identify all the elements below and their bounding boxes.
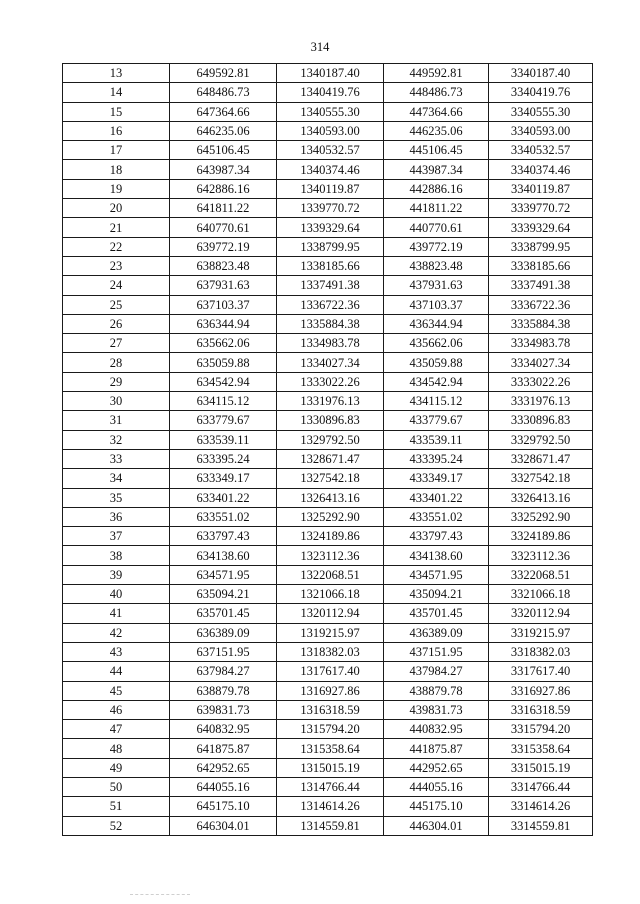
point-number-cell: 41 [63,604,170,623]
x2-coordinate-cell: 437984.27 [384,662,489,681]
x2-coordinate-cell: 435094.21 [384,585,489,604]
y2-coordinate-cell: 3340555.30 [489,102,593,121]
y2-coordinate-cell: 3317617.40 [489,662,593,681]
x-coordinate-cell: 634571.95 [170,565,277,584]
table-row [63,585,593,604]
point-number-cell: 51 [63,797,170,816]
x-coordinate-cell: 634542.94 [170,372,277,391]
x2-coordinate-cell: 441811.22 [384,199,489,218]
y2-coordinate-cell: 3330896.83 [489,411,593,430]
point-number-cell: 24 [63,276,170,295]
x-coordinate-cell: 637103.37 [170,295,277,314]
x-coordinate-cell: 633551.02 [170,507,277,526]
table-row [63,83,593,102]
x-coordinate-cell: 637151.95 [170,642,277,661]
y2-coordinate-cell: 3315358.64 [489,739,593,758]
y-coordinate-cell: 1340593.00 [277,121,384,140]
x2-coordinate-cell: 448486.73 [384,83,489,102]
x2-coordinate-cell: 434542.94 [384,372,489,391]
x-coordinate-cell: 644055.16 [170,777,277,796]
x-coordinate-cell: 636389.09 [170,623,277,642]
y2-coordinate-cell: 3340419.76 [489,83,593,102]
y2-coordinate-cell: 3338799.95 [489,237,593,256]
point-number-cell: 27 [63,334,170,353]
x2-coordinate-cell: 445106.45 [384,141,489,160]
table-row [63,411,593,430]
table-row [63,372,593,391]
point-number-cell: 35 [63,488,170,507]
x-coordinate-cell: 633349.17 [170,469,277,488]
table-row [63,565,593,584]
point-number-cell: 30 [63,392,170,411]
x-coordinate-cell: 633401.22 [170,488,277,507]
y2-coordinate-cell: 3326413.16 [489,488,593,507]
y-coordinate-cell: 1327542.18 [277,469,384,488]
y2-coordinate-cell: 3327542.18 [489,469,593,488]
y2-coordinate-cell: 3339770.72 [489,199,593,218]
x2-coordinate-cell: 433779.67 [384,411,489,430]
y2-coordinate-cell: 3340119.87 [489,179,593,198]
point-number-cell: 48 [63,739,170,758]
table-row [63,353,593,372]
x2-coordinate-cell: 436389.09 [384,623,489,642]
y-coordinate-cell: 1334027.34 [277,353,384,372]
y-coordinate-cell: 1339329.64 [277,218,384,237]
x2-coordinate-cell: 435701.45 [384,604,489,623]
y-coordinate-cell: 1326413.16 [277,488,384,507]
point-number-cell: 39 [63,565,170,584]
x-coordinate-cell: 643987.34 [170,160,277,179]
y-coordinate-cell: 1321066.18 [277,585,384,604]
table-row [63,392,593,411]
table-row [63,777,593,796]
table-row [63,623,593,642]
point-number-cell: 21 [63,218,170,237]
x-coordinate-cell: 633395.24 [170,449,277,468]
x-coordinate-cell: 640770.61 [170,218,277,237]
x2-coordinate-cell: 440770.61 [384,218,489,237]
y2-coordinate-cell: 3316927.86 [489,681,593,700]
x2-coordinate-cell: 437151.95 [384,642,489,661]
y-coordinate-cell: 1340119.87 [277,179,384,198]
point-number-cell: 19 [63,179,170,198]
x-coordinate-cell: 638879.78 [170,681,277,700]
y-coordinate-cell: 1314614.26 [277,797,384,816]
point-number-cell: 52 [63,816,170,835]
table-row [63,546,593,565]
x-coordinate-cell: 640832.95 [170,720,277,739]
y2-coordinate-cell: 3319215.97 [489,623,593,642]
x2-coordinate-cell: 437103.37 [384,295,489,314]
x-coordinate-cell: 648486.73 [170,83,277,102]
y-coordinate-cell: 1339770.72 [277,199,384,218]
x2-coordinate-cell: 446235.06 [384,121,489,140]
table-row [63,507,593,526]
x-coordinate-cell: 633539.11 [170,430,277,449]
y-coordinate-cell: 1340555.30 [277,102,384,121]
y-coordinate-cell: 1315794.20 [277,720,384,739]
y-coordinate-cell: 1331976.13 [277,392,384,411]
y-coordinate-cell: 1337491.38 [277,276,384,295]
point-number-cell: 29 [63,372,170,391]
point-number-cell: 34 [63,469,170,488]
y2-coordinate-cell: 3314559.81 [489,816,593,835]
y2-coordinate-cell: 3333022.26 [489,372,593,391]
x2-coordinate-cell: 438823.48 [384,256,489,275]
x2-coordinate-cell: 433395.24 [384,449,489,468]
scan-artifact-line [130,894,190,896]
point-number-cell: 13 [63,64,170,83]
x-coordinate-cell: 635059.88 [170,353,277,372]
table-row [63,334,593,353]
point-number-cell: 40 [63,585,170,604]
x2-coordinate-cell: 434115.12 [384,392,489,411]
point-number-cell: 42 [63,623,170,642]
x2-coordinate-cell: 442952.65 [384,758,489,777]
y-coordinate-cell: 1336722.36 [277,295,384,314]
x-coordinate-cell: 645106.45 [170,141,277,160]
table-row [63,102,593,121]
x-coordinate-cell: 639831.73 [170,700,277,719]
point-number-cell: 15 [63,102,170,121]
page-number: 314 [310,40,330,54]
y2-coordinate-cell: 3322068.51 [489,565,593,584]
x2-coordinate-cell: 442886.16 [384,179,489,198]
x2-coordinate-cell: 433349.17 [384,469,489,488]
x2-coordinate-cell: 438879.78 [384,681,489,700]
y-coordinate-cell: 1314559.81 [277,816,384,835]
y2-coordinate-cell: 3340532.57 [489,141,593,160]
x2-coordinate-cell: 440832.95 [384,720,489,739]
point-number-cell: 47 [63,720,170,739]
point-number-cell: 33 [63,449,170,468]
table-row [63,739,593,758]
x2-coordinate-cell: 433401.22 [384,488,489,507]
y2-coordinate-cell: 3331976.13 [489,392,593,411]
y-coordinate-cell: 1338185.66 [277,256,384,275]
y-coordinate-cell: 1328671.47 [277,449,384,468]
point-number-cell: 38 [63,546,170,565]
x-coordinate-cell: 642952.65 [170,758,277,777]
point-number-cell: 36 [63,507,170,526]
point-number-cell: 45 [63,681,170,700]
y-coordinate-cell: 1340374.46 [277,160,384,179]
y2-coordinate-cell: 3334983.78 [489,334,593,353]
y-coordinate-cell: 1340532.57 [277,141,384,160]
point-number-cell: 32 [63,430,170,449]
y-coordinate-cell: 1330896.83 [277,411,384,430]
y2-coordinate-cell: 3321066.18 [489,585,593,604]
y2-coordinate-cell: 3328671.47 [489,449,593,468]
table-row [63,681,593,700]
x2-coordinate-cell: 434138.60 [384,546,489,565]
y-coordinate-cell: 1316927.86 [277,681,384,700]
x-coordinate-cell: 646304.01 [170,816,277,835]
y2-coordinate-cell: 3329792.50 [489,430,593,449]
table-row [63,276,593,295]
point-number-cell: 31 [63,411,170,430]
y-coordinate-cell: 1340419.76 [277,83,384,102]
x2-coordinate-cell: 435662.06 [384,334,489,353]
point-number-cell: 37 [63,527,170,546]
x-coordinate-cell: 639772.19 [170,237,277,256]
point-number-cell: 17 [63,141,170,160]
point-number-cell: 44 [63,662,170,681]
table-row [63,488,593,507]
table-row [63,758,593,777]
y2-coordinate-cell: 3339329.64 [489,218,593,237]
x2-coordinate-cell: 443987.34 [384,160,489,179]
point-number-cell: 18 [63,160,170,179]
x-coordinate-cell: 635094.21 [170,585,277,604]
y2-coordinate-cell: 3315015.19 [489,758,593,777]
table-row [63,449,593,468]
x-coordinate-cell: 637931.63 [170,276,277,295]
y-coordinate-cell: 1319215.97 [277,623,384,642]
y2-coordinate-cell: 3340593.00 [489,121,593,140]
y-coordinate-cell: 1324189.86 [277,527,384,546]
y2-coordinate-cell: 3337491.38 [489,276,593,295]
table-row [63,199,593,218]
table-row [63,700,593,719]
table-row [63,816,593,835]
x2-coordinate-cell: 433539.11 [384,430,489,449]
y2-coordinate-cell: 3334027.34 [489,353,593,372]
table-row [63,314,593,333]
table-row [63,797,593,816]
point-number-cell: 46 [63,700,170,719]
point-number-cell: 22 [63,237,170,256]
y2-coordinate-cell: 3340374.46 [489,160,593,179]
y-coordinate-cell: 1329792.50 [277,430,384,449]
y-coordinate-cell: 1314766.44 [277,777,384,796]
table-row [63,121,593,140]
y-coordinate-cell: 1318382.03 [277,642,384,661]
y-coordinate-cell: 1315358.64 [277,739,384,758]
x-coordinate-cell: 634138.60 [170,546,277,565]
x2-coordinate-cell: 447364.66 [384,102,489,121]
table-row [63,64,593,83]
y-coordinate-cell: 1338799.95 [277,237,384,256]
x-coordinate-cell: 642886.16 [170,179,277,198]
x-coordinate-cell: 641811.22 [170,199,277,218]
y-coordinate-cell: 1325292.90 [277,507,384,526]
x-coordinate-cell: 645175.10 [170,797,277,816]
y-coordinate-cell: 1340187.40 [277,64,384,83]
x2-coordinate-cell: 441875.87 [384,739,489,758]
x-coordinate-cell: 633797.43 [170,527,277,546]
x2-coordinate-cell: 435059.88 [384,353,489,372]
point-number-cell: 50 [63,777,170,796]
y2-coordinate-cell: 3315794.20 [489,720,593,739]
point-number-cell: 16 [63,121,170,140]
table-row [63,604,593,623]
point-number-cell: 25 [63,295,170,314]
x-coordinate-cell: 641875.87 [170,739,277,758]
x2-coordinate-cell: 449592.81 [384,64,489,83]
x2-coordinate-cell: 446304.01 [384,816,489,835]
y2-coordinate-cell: 3323112.36 [489,546,593,565]
y-coordinate-cell: 1320112.94 [277,604,384,623]
y-coordinate-cell: 1334983.78 [277,334,384,353]
y2-coordinate-cell: 3336722.36 [489,295,593,314]
x-coordinate-cell: 635662.06 [170,334,277,353]
y2-coordinate-cell: 3325292.90 [489,507,593,526]
table-row [63,469,593,488]
x-coordinate-cell: 649592.81 [170,64,277,83]
y2-coordinate-cell: 3338185.66 [489,256,593,275]
coordinates-table-body [63,64,593,836]
point-number-cell: 49 [63,758,170,777]
x2-coordinate-cell: 444055.16 [384,777,489,796]
table-row [63,256,593,275]
y2-coordinate-cell: 3318382.03 [489,642,593,661]
table-row [63,527,593,546]
x-coordinate-cell: 638823.48 [170,256,277,275]
y2-coordinate-cell: 3314766.44 [489,777,593,796]
table-row [63,218,593,237]
x-coordinate-cell: 647364.66 [170,102,277,121]
y2-coordinate-cell: 3340187.40 [489,64,593,83]
point-number-cell: 23 [63,256,170,275]
x-coordinate-cell: 646235.06 [170,121,277,140]
table-row [63,237,593,256]
x2-coordinate-cell: 436344.94 [384,314,489,333]
x-coordinate-cell: 637984.27 [170,662,277,681]
y2-coordinate-cell: 3335884.38 [489,314,593,333]
x-coordinate-cell: 634115.12 [170,392,277,411]
y2-coordinate-cell: 3320112.94 [489,604,593,623]
x2-coordinate-cell: 433797.43 [384,527,489,546]
table-row [63,160,593,179]
x2-coordinate-cell: 437931.63 [384,276,489,295]
x-coordinate-cell: 633779.67 [170,411,277,430]
table-row [63,642,593,661]
x-coordinate-cell: 636344.94 [170,314,277,333]
y2-coordinate-cell: 3324189.86 [489,527,593,546]
point-number-cell: 14 [63,83,170,102]
y2-coordinate-cell: 3314614.26 [489,797,593,816]
y-coordinate-cell: 1322068.51 [277,565,384,584]
x2-coordinate-cell: 433551.02 [384,507,489,526]
table-row [63,662,593,681]
x2-coordinate-cell: 439772.19 [384,237,489,256]
point-number-cell: 26 [63,314,170,333]
x-coordinate-cell: 635701.45 [170,604,277,623]
y-coordinate-cell: 1335884.38 [277,314,384,333]
x2-coordinate-cell: 439831.73 [384,700,489,719]
x2-coordinate-cell: 434571.95 [384,565,489,584]
y-coordinate-cell: 1317617.40 [277,662,384,681]
coordinates-table [62,63,593,836]
table-row [63,295,593,314]
table-row [63,179,593,198]
table-row [63,141,593,160]
y-coordinate-cell: 1323112.36 [277,546,384,565]
table-row [63,430,593,449]
point-number-cell: 43 [63,642,170,661]
y-coordinate-cell: 1333022.26 [277,372,384,391]
x2-coordinate-cell: 445175.10 [384,797,489,816]
y2-coordinate-cell: 3316318.59 [489,700,593,719]
point-number-cell: 20 [63,199,170,218]
y-coordinate-cell: 1316318.59 [277,700,384,719]
y-coordinate-cell: 1315015.19 [277,758,384,777]
table-row [63,720,593,739]
point-number-cell: 28 [63,353,170,372]
